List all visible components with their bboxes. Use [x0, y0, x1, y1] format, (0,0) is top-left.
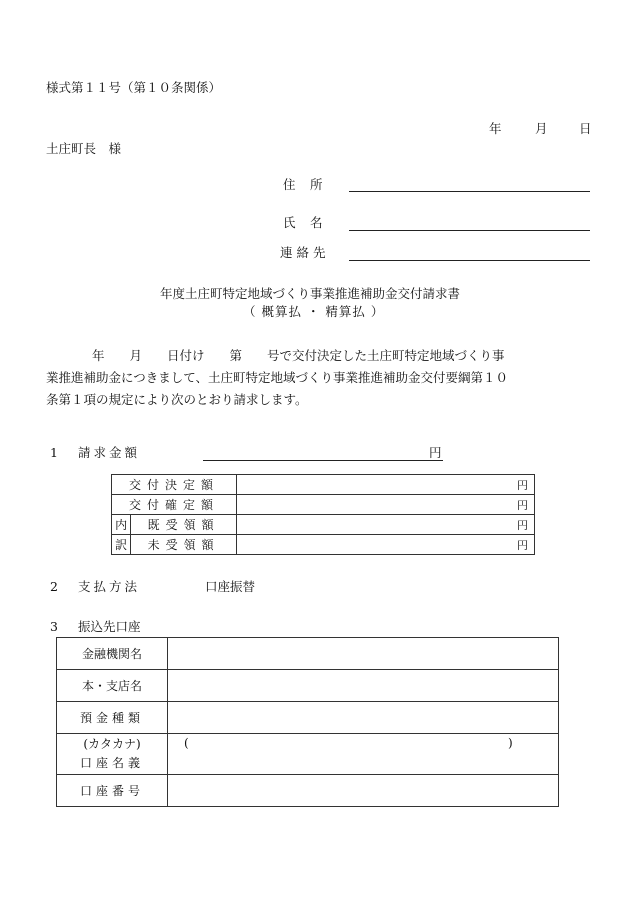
- row-label: 既受領額: [131, 515, 237, 535]
- bank-name-label: 金融機関名: [57, 638, 168, 670]
- contact-label: 連絡先: [280, 245, 330, 260]
- date-day: 日: [579, 121, 592, 136]
- table-row: [57, 734, 559, 775]
- table-row: [112, 475, 535, 495]
- row-side-label: 訳: [112, 535, 131, 555]
- row-value[interactable]: 円: [237, 515, 535, 535]
- contact-line[interactable]: [349, 260, 590, 261]
- body-line-1: 年 月 日付け 第 号で交付決定した土庄町特定地域づくり事: [92, 348, 505, 363]
- date-year: 年: [489, 121, 502, 136]
- addressee: 土庄町長 様: [46, 141, 122, 156]
- amount-breakdown-table: [111, 474, 535, 555]
- table-row: [57, 670, 559, 702]
- form-number: 様式第１１号（第１０条関係）: [46, 80, 222, 95]
- section1-label: 請求金額: [78, 445, 141, 460]
- account-number-field[interactable]: [168, 775, 559, 807]
- table-row: [112, 495, 535, 515]
- section1-number: 1: [50, 445, 58, 460]
- row-label: 交付決定額: [112, 475, 237, 495]
- table-row: [57, 775, 559, 807]
- table-row: [57, 702, 559, 734]
- row-value[interactable]: 円: [237, 495, 535, 515]
- document-title: 年度土庄町特定地域づくり事業推進補助金交付請求書: [160, 286, 461, 301]
- row-side-label: 内: [112, 515, 131, 535]
- name-label: 氏 名: [283, 215, 324, 230]
- address-label: 住 所: [283, 177, 324, 192]
- row-value[interactable]: 円: [237, 475, 535, 495]
- row-value[interactable]: 円: [237, 535, 535, 555]
- account-holder-field[interactable]: [168, 734, 559, 775]
- body-line-3: 条第１項の規定により次のとおり請求します。: [46, 392, 308, 407]
- address-line[interactable]: [349, 191, 590, 192]
- table-row: [112, 535, 535, 555]
- bank-account-table: [56, 637, 559, 807]
- bank-name-field[interactable]: [168, 638, 559, 670]
- date-month: 月: [535, 121, 548, 136]
- body-paragraph: [46, 345, 594, 411]
- branch-label: 本・支店名: [57, 670, 168, 702]
- section2-label: 支払方法: [78, 579, 141, 594]
- section3-label: 振込先口座: [78, 619, 141, 634]
- name-line[interactable]: [349, 230, 590, 231]
- branch-field[interactable]: [168, 670, 559, 702]
- table-row: [57, 638, 559, 670]
- body-line-2: 業推進補助金につきまして、土庄町特定地域づくり事業推進補助金交付要綱第１０: [46, 370, 509, 385]
- paren-close: ): [508, 736, 513, 750]
- paren-open: (: [184, 736, 189, 750]
- request-amount-line[interactable]: [203, 460, 443, 461]
- row-label: 交付確定額: [112, 495, 237, 515]
- section2-number: 2: [50, 579, 58, 594]
- deposit-type-field[interactable]: [168, 702, 559, 734]
- kana-note: (カタカナ): [83, 737, 141, 751]
- document-subtitle: （ 概算払 ・ 精算払 ）: [243, 304, 385, 319]
- payment-method-value: 口座振替: [205, 579, 256, 594]
- section3-number: 3: [50, 619, 58, 634]
- deposit-type-label: 預金種類: [57, 702, 168, 734]
- account-number-label: 口座番号: [57, 775, 168, 807]
- holder-label: 口座名義: [79, 756, 144, 770]
- row-label: 未受領額: [131, 535, 237, 555]
- account-holder-label: [57, 734, 168, 775]
- request-amount-unit: 円: [429, 445, 442, 460]
- table-row: [112, 515, 535, 535]
